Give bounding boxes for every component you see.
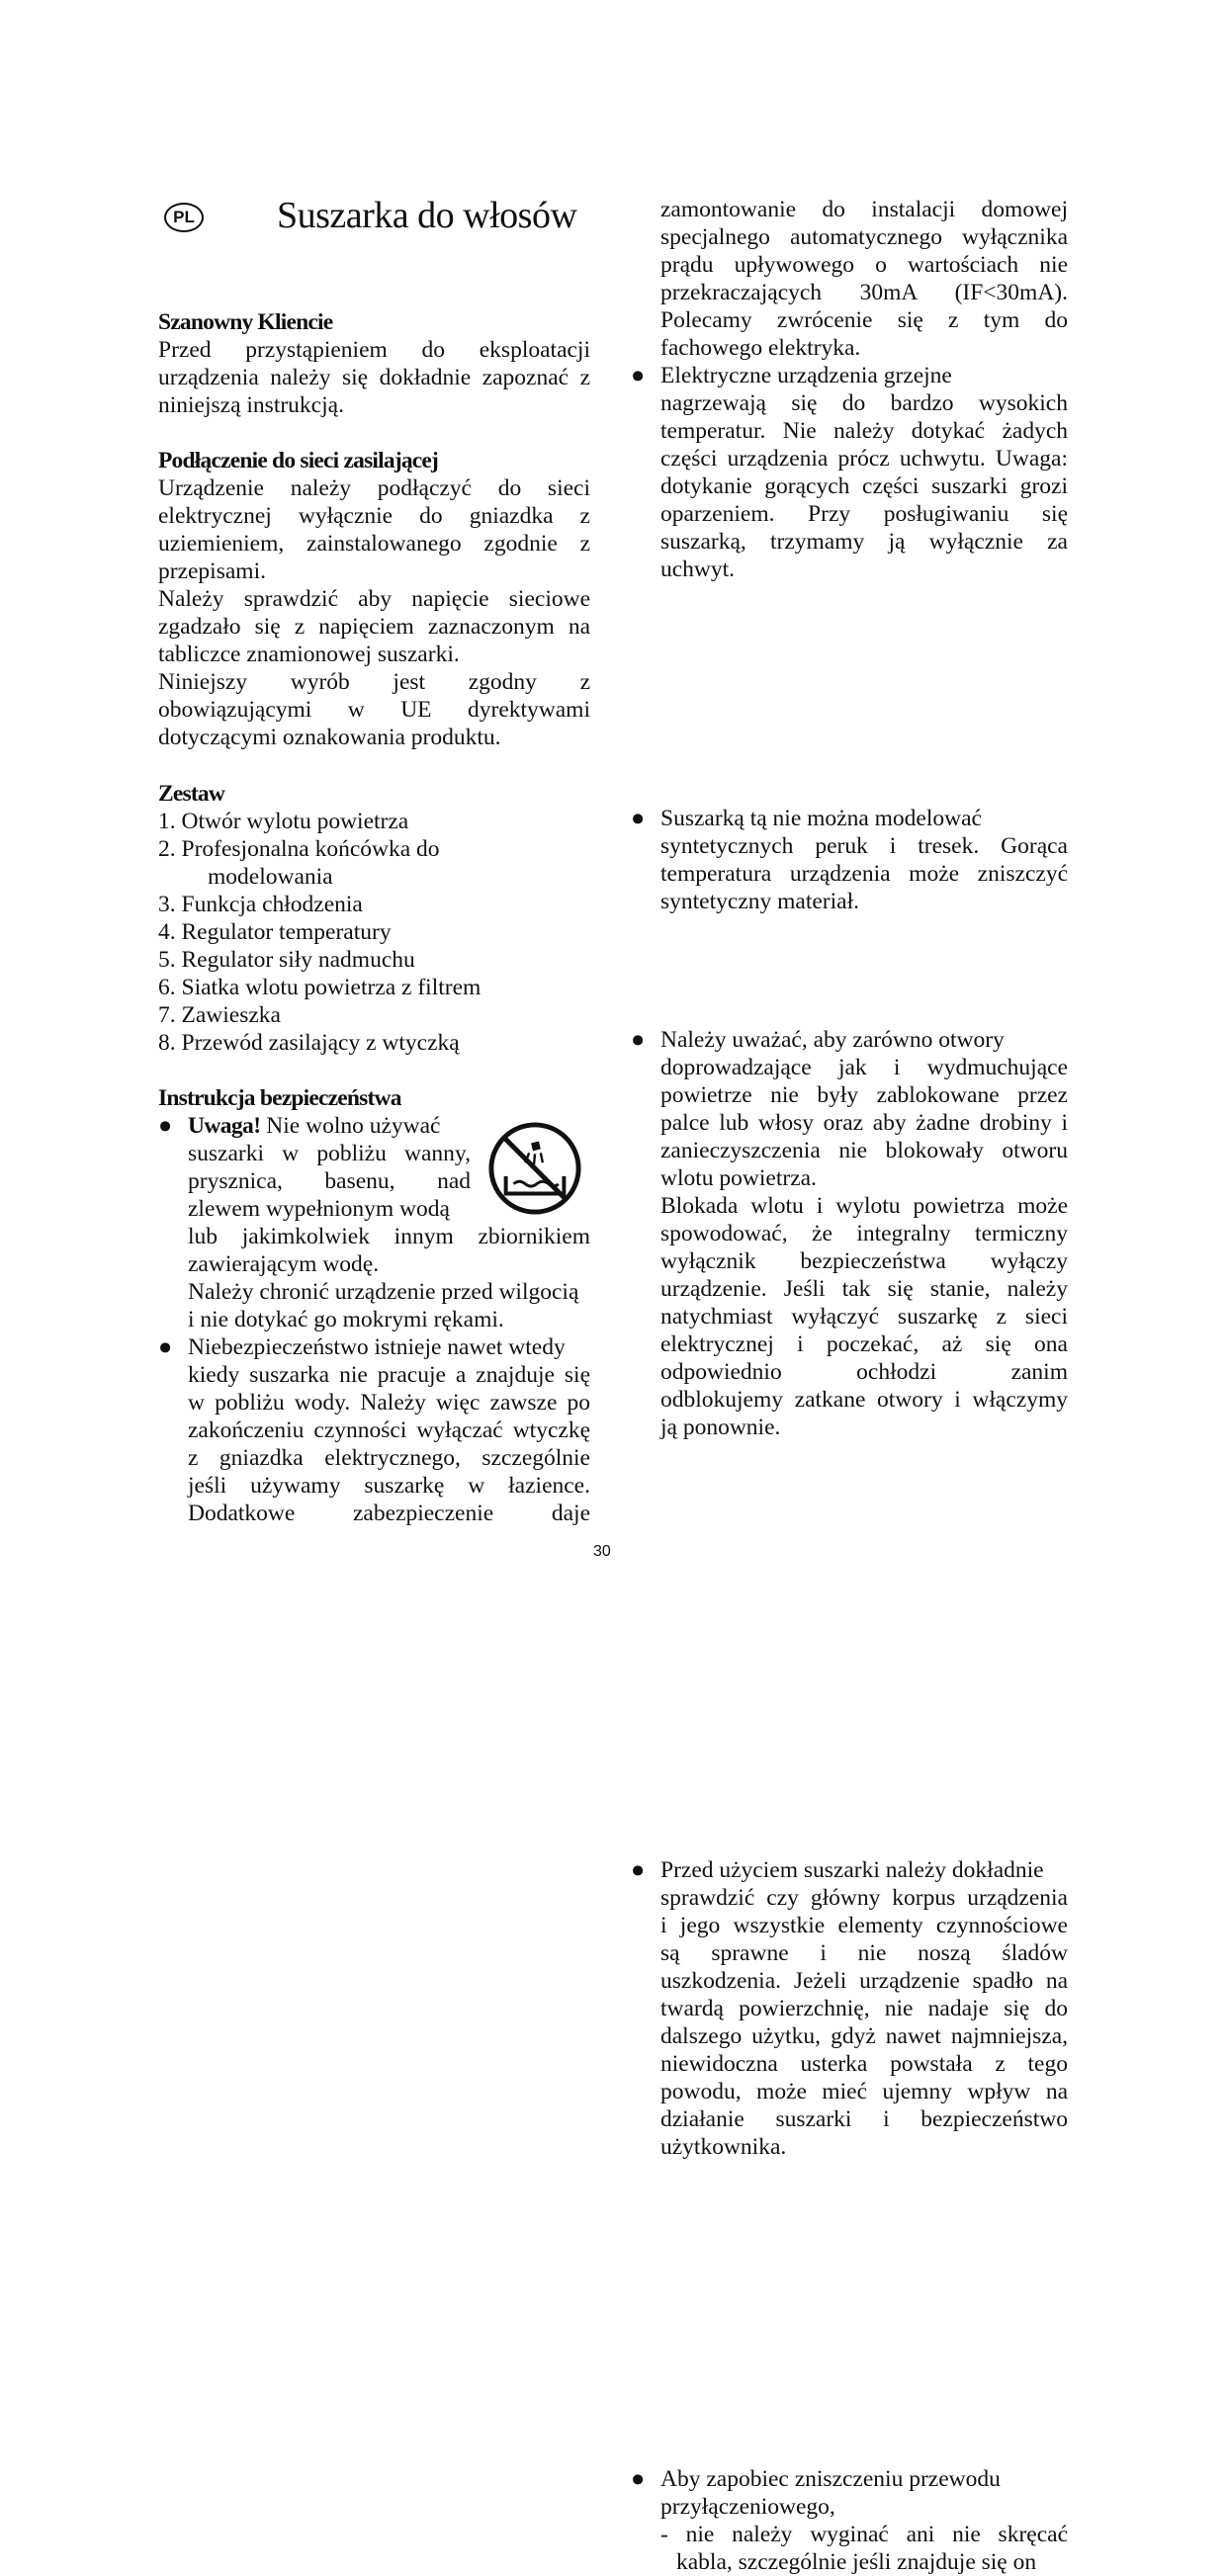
danger-line: kiedy suszarka nie pracuje a znajduje się [188,1362,590,1388]
warning-line: Nie wolno używać [266,1113,441,1139]
warning-line: lub jakimkolwiek innym zbiornikiem [188,1224,590,1249]
bullet-icon: ● [631,806,646,831]
inspection-line: działanie suszarki i bezpieczeństwo [660,2106,1068,2132]
kit-item: 4. Regulator temperatury [158,919,392,945]
warning-line: Należy chronić urządzenie przed wilgocią [188,1279,579,1305]
wig-line: syntetyczny materiał. [660,889,859,914]
rcd-line: zamontowanie do instalacji domowej [660,197,1068,222]
rcd-line: fachowego elektryka. [660,335,861,361]
inspection-line: użytkownika. [660,2134,787,2160]
cable-line: przyłączeniowego, [660,2494,835,2520]
hot-parts-bullet [631,362,1068,583]
vent-line: zanieczyszczenia nie blokowały otworu [660,1138,1068,1163]
hot-line: oparzeniem. Przy posługiwaniu się [660,501,1068,527]
connection-line: przepisami. [158,558,266,584]
right-column [631,0,1068,2575]
inspection-line: są sprawne i nie noszą śladów [660,1940,1068,1966]
bullet-icon: ● [631,363,646,388]
page-number: 30 [593,1543,611,1560]
bullet-icon: ● [631,1027,646,1053]
intro-line: niniejszą instrukcją. [158,392,344,418]
danger-bullet [158,1333,590,1527]
bullet-icon: ● [631,1857,646,1883]
vent-line: Blokada wlotu i wylotu powietrza może [660,1193,1068,1219]
warning-label: Uwaga! [188,1113,261,1139]
rcd-line: specjalnego automatycznego wyłącznika [660,224,1068,250]
kit-item-continuation: modelowania [208,864,333,890]
danger-line: jeśli używamy suszarkę w łazience. [188,1473,590,1499]
inspection-line: powodu, może mieć ujemny wpływ na [660,2079,1068,2104]
connection-line: obowiązującymi w UE dyrektywami [158,697,590,723]
hot-line: uchwyt. [660,557,736,582]
vent-line: wyłącznik bezpieczeństwa wyłączy [660,1248,1068,1274]
connection-line: tabliczce znamionowej suszarki. [158,642,460,667]
connection-heading: Podłączenie do sieci zasilającej [158,448,439,473]
kit-item: 6. Siatka wlotu powietrza z filtrem [158,975,482,1000]
kit-item: 3. Funkcja chłodzenia [158,892,363,917]
bullet-icon: ● [158,1334,173,1360]
intro-line: urządzenia należy się dokładnie zapoznać z [158,365,590,390]
no-water-bath-icon [486,1120,583,1217]
warning-line: suszarki w pobliżu wanny, [188,1141,471,1166]
wig-line: Suszarką tą nie można modelować [660,806,982,831]
hot-line: Elektryczne urządzenia grzejne [660,363,952,388]
kit-item: 1. Otwór wylotu powietrza [158,809,409,834]
warning-line: zlewem wypełnionym wodą [188,1196,450,1222]
bullet-icon: ● [158,1113,173,1139]
warning-line: prysznica, basenu, nad [188,1168,471,1194]
intro-line: Przed przystąpieniem do eksploatacji [158,337,590,363]
hot-line: suszarką, trzymamy ją wyłącznie za [660,529,1068,555]
danger-line: w pobliżu wody. Należy więc zawsze po [188,1390,590,1416]
vent-line: natychmiast wyłączyć suszarkę z sieci [660,1304,1068,1330]
connection-line: Urządzenie należy podłączyć do sieci [158,475,590,501]
inspection-line: Przed użyciem suszarki należy dokładnie [660,1857,1044,1883]
cable-dash-line: - nie należy wyginać ani nie skręcać [660,2522,1068,2547]
inspection-line: uszkodzenia. Jeżeli urządzenie spadło na [660,1968,1068,1994]
bullet-icon: ● [631,2466,646,2492]
hot-line: nagrzewają się do bardzo wysokich [660,390,1068,416]
inspection-line: niewidoczna usterka powstała z tego [660,2051,1068,2077]
hot-line: temperatur. Nie należy dotykać żadych [660,418,1068,444]
danger-line: Dodatkowe zabezpieczenie daje [188,1501,590,1526]
vent-line: urządzenie. Jeśli tak się stanie, należy [660,1276,1068,1302]
kit-item: 5. Regulator siły nadmuchu [158,947,415,973]
connection-line: elektrycznej wyłącznie do gniazdka z [158,503,590,529]
connection-line: dotyczącymi oznakowania produktu. [158,725,501,750]
connection-line: uziemieniem, zainstalowanego zgodnie z [158,531,590,557]
rcd-line: prądu upływowego o wartościach nie [660,252,1068,278]
connection-line: zgadzało się z napięciem zaznaczonym na [158,614,590,640]
connection-line: Niniejszy wyrób jest zgodny z [158,669,590,695]
vent-line: elektrycznej i poczekać, aż się ona [660,1331,1068,1357]
intro-heading: Szanowny Kliencie [158,309,333,335]
warning-line: zawierającym wodę. [188,1251,380,1277]
hot-line: części urządzenia prócz uchwytu. Uwaga: [660,446,1068,472]
rcd-continuation [631,196,1068,362]
inspection-line: sprawdzić czy główny korpus urządzenia [660,1885,1068,1911]
kit-heading: Zestaw [158,781,224,807]
vent-line: doprowadzające jak i wydmuchujące [660,1055,1068,1080]
rcd-line: Polecamy zwrócenie się z tym do [660,307,1068,333]
language-badge: PL [164,203,204,232]
vent-line: ją ponownie. [660,1415,781,1440]
kit-item: 7. Zawieszka [158,1002,281,1028]
vent-line: powietrze nie były zablokowane przez [660,1082,1068,1108]
wig-line: syntetycznych peruk i tresek. Gorąca [660,833,1068,859]
connection-line: Należy sprawdzić aby napięcie sieciowe [158,586,590,612]
kit-item: 8. Przewód zasilający z wtyczką [158,1030,460,1056]
danger-line: z gniazdka elektrycznego, szczególnie [188,1445,590,1471]
warning-line: i nie dotykać go mokrymi rękami. [188,1307,504,1332]
inspection-bullet [631,1856,1068,2161]
inspection-line: dalszego użytku, gdyż nawet najmniejsza, [660,2023,1068,2049]
hot-line: dotykanie gorących części suszarki grozi [660,473,1068,499]
intro-section [158,308,590,419]
wig-bullet [631,805,1068,915]
cable-bullet [631,2465,1068,2576]
page-title: Suszarka do włosów [277,195,577,236]
vent-bullet [631,1026,1068,1441]
safety-heading: Instrukcja bezpieczeństwa [158,1085,401,1111]
vent-line: Należy uważać, aby zarówno otwory [660,1027,1005,1053]
inspection-line: twardą powierzchnię, nie nadaje się do [660,1996,1068,2021]
vent-line: wlotu powietrza. [660,1165,817,1191]
cable-dash-line: kabla, szczególnie jeśli znajduje się on [676,2549,1037,2575]
vent-line: spowodować, że integralny termiczny [660,1221,1068,1246]
rcd-line: przekraczających 30mA (IF<30mA). [660,280,1068,305]
danger-line: zakończeniu czynności wyłączać wtyczkę [188,1417,590,1443]
inspection-line: i jego wszystkie elementy czynnościowe [660,1913,1068,1938]
connection-section [158,447,590,751]
vent-line: palce lub włosy oraz aby żadne drobiny i [660,1110,1068,1136]
vent-line: odblokujemy zatkane otwory i włączymy [660,1387,1068,1413]
kit-item: 2. Profesjonalna końcówka do [158,836,440,862]
cable-line: Aby zapobiec zniszczeniu przewodu [660,2466,1001,2492]
wig-line: temperatura urządzenia może zniszczyć [660,861,1068,887]
kit-section [158,780,590,1057]
danger-line: Niebezpieczeństwo istnieje nawet wtedy [188,1334,566,1360]
vent-line: odpowiednio ochłodzi zanim [660,1359,1068,1385]
